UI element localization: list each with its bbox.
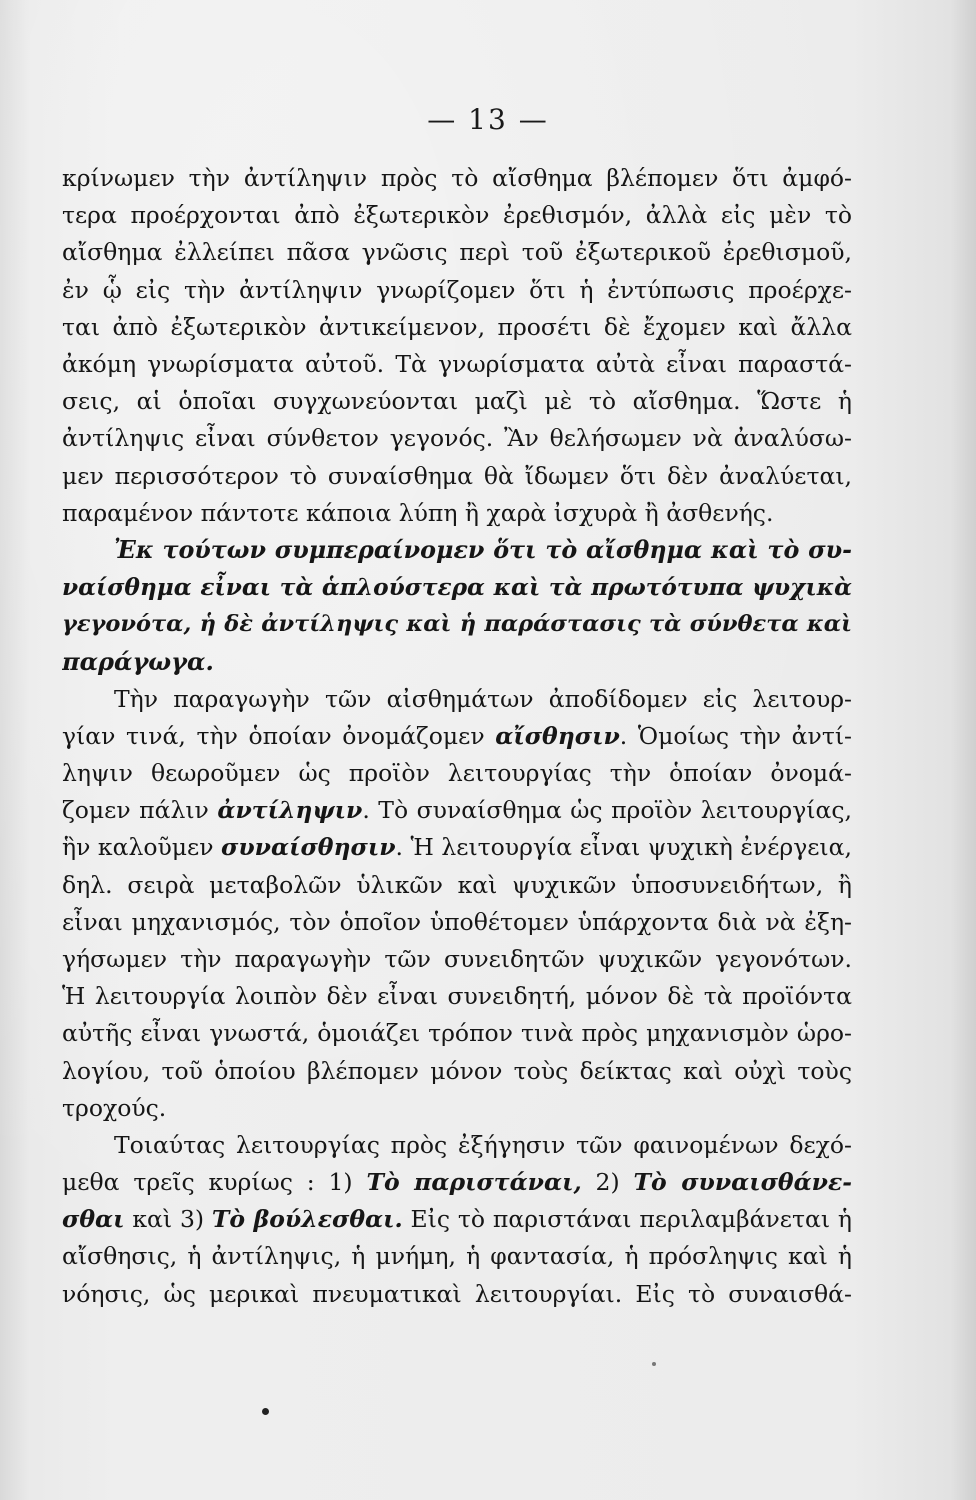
text-line: Τὴν παραγωγὴν τῶν αἰσθημάτων ἀποδίδομεν εἰς λειτουρ- xyxy=(114,684,852,713)
text-line xyxy=(62,829,852,866)
body-text xyxy=(62,160,852,1313)
paragraph-3 xyxy=(62,681,852,1127)
text-span: . Ἡ λειτουργία εἶναι ψυχικὴ ἐνέργεια, xyxy=(395,833,852,862)
text-line: ἐν ᾧ εἰς τὴν ἀντίληψιν γνωρίζομεν ὅτι ἡ ἐντύπωσις προέρχε- xyxy=(62,275,852,304)
text-line: κρίνωμεν τὴν ἀντίληψιν πρὸς τὸ αἴσθημα βλέπομεν ὅτι ἀμφό- xyxy=(62,164,852,192)
text-span: 2) xyxy=(581,1168,634,1197)
ink-dot xyxy=(262,1408,269,1415)
emphasized-term: Τὸ παριστάναι, xyxy=(366,1168,582,1197)
paragraph-1 xyxy=(62,160,852,532)
text-span: ἣν καλοῦμεν xyxy=(62,833,222,862)
emphasized-term: αἴσθησιν xyxy=(495,721,620,750)
text-line: αὐτῆς εἶναι γνωστά, ὁμοιάζει τρόπον τινὰ πρὸς μηχανισμὸν ὡρο- xyxy=(62,1019,852,1048)
text-span: καὶ 3) xyxy=(124,1205,212,1234)
italic-line: ναίσθημα εἶναι τὰ ἁπλούστερα καὶ τὰ πρωτότυπα ψυχικὰ xyxy=(62,574,852,602)
paper-speck xyxy=(652,1362,656,1366)
text-line: μεν περισσότερον τὸ συναίσθημα θὰ ἴδωμεν ὅτι δὲν ἀναλύεται, xyxy=(62,461,852,490)
text-line xyxy=(62,1201,852,1238)
text-line: παραμένον πάντοτε κάποια λύπη ἢ χαρὰ ἰσχυρὰ ἢ ἀσθενής. xyxy=(62,498,774,527)
text-line xyxy=(62,792,852,829)
text-line: ἀντίληψις εἶναι σύνθετον γεγονός. Ἂν θελήσωμεν νὰ ἀναλύσω- xyxy=(62,424,852,453)
text-line: τροχούς. xyxy=(62,1093,167,1122)
paragraph-2-conclusion xyxy=(62,532,852,681)
text-line: τερα προέρχονται ἀπὸ ἐξωτερικὸν ἐρεθισμόν, ἀλλὰ εἰς μὲν τὸ xyxy=(62,201,852,230)
text-line: δηλ. σειρὰ μεταβολῶν ὑλικῶν καὶ ψυχικῶν ὑποσυνειδήτων, ἢ xyxy=(62,870,852,899)
text-line: Ἡ λειτουργία λοιπὸν δὲν εἶναι συνειδητή, μόνον δὲ τὰ προϊόντα xyxy=(62,982,852,1011)
text-line xyxy=(62,718,852,755)
text-span: Εἰς τὸ παριστάναι περιλαμβάνεται ἡ xyxy=(402,1205,852,1234)
text-line: νόησις, ὡς μερικαὶ πνευματικαὶ λειτουργίαι. Εἰς τὸ συναισθά- xyxy=(62,1279,852,1308)
text-line: εἶναι μηχανισμός, τὸν ὁποῖον ὑποθέτομεν ὑπάρχοντα διὰ νὰ ἐξη- xyxy=(62,907,852,936)
text-span: ζομεν πάλιν xyxy=(62,796,218,825)
text-span: μεθα τρεῖς κυρίως : 1) xyxy=(62,1168,367,1197)
text-line: ται ἀπὸ ἐξωτερικὸν ἀντικείμενον, προσέτι δὲ ἔχομεν καὶ ἄλλα xyxy=(62,312,852,341)
text-line: γήσωμεν τὴν παραγωγὴν τῶν συνειδητῶν ψυχικῶν γεγονότων. xyxy=(62,944,852,973)
text-line: σεις, αἱ ὁποῖαι συγχωνεύονται μαζὶ μὲ τὸ αἴσθημα. Ὥστε ἡ xyxy=(62,387,852,416)
italic-line: παράγωγα. xyxy=(62,647,214,677)
italic-line: γεγονότα, ἡ δὲ ἀντίληψις καὶ ἡ παράστασις τὰ σύνθετα καὶ xyxy=(62,611,852,638)
text-line xyxy=(62,1164,852,1201)
page-number: — 13 — xyxy=(427,103,549,136)
paragraph-4 xyxy=(62,1127,852,1313)
text-span: γίαν τινά, τὴν ὁποίαν ὀνομάζομεν xyxy=(62,721,496,750)
text-line: αἴσθησις, ἡ ἀντίληψις, ἡ μνήμη, ἡ φαντασία, ἡ πρόσληψις καὶ ἡ xyxy=(62,1242,852,1271)
text-line: αἴσθημα ἐλλείπει πᾶσα γνῶσις περὶ τοῦ ἐξωτερικοῦ ἐρεθισμοῦ, xyxy=(62,238,852,267)
text-line: ληψιν θεωροῦμεν ὡς προϊὸν λειτουργίας τὴν ὁποίαν ὀνομά- xyxy=(62,759,852,787)
text-line: λογίου, τοῦ ὁποίου βλέπομεν μόνον τοὺς δείκτας καὶ οὐχὶ τοὺς xyxy=(62,1056,852,1085)
text-line: Τοιαύτας λειτουργίας πρὸς ἐξήγησιν τῶν φαινομένων δεχό- xyxy=(114,1130,852,1159)
emphasized-term: σθαι xyxy=(62,1205,125,1234)
text-span: . Τὸ συναίσθημα ὡς προϊὸν λειτουργίας, xyxy=(362,796,852,825)
emphasized-term: Τὸ συναισθάνε- xyxy=(633,1168,852,1197)
text-line: ἀκόμη γνωρίσματα αὐτοῦ. Τὰ γνωρίσματα αὐτὰ εἶναι παραστά- xyxy=(62,349,852,378)
italic-line: Ἐκ τούτων συμπεραίνομεν ὅτι τὸ αἴσθημα καὶ τὸ συ- xyxy=(114,535,852,564)
emphasized-term: Τὸ βούλεσθαι. xyxy=(211,1205,403,1234)
emphasized-term: ἀντίληψιν xyxy=(217,796,363,825)
text-span: . Ὁμοίως τὴν ἀντί- xyxy=(619,721,852,750)
emphasized-term: συναίσθησιν xyxy=(221,833,396,862)
